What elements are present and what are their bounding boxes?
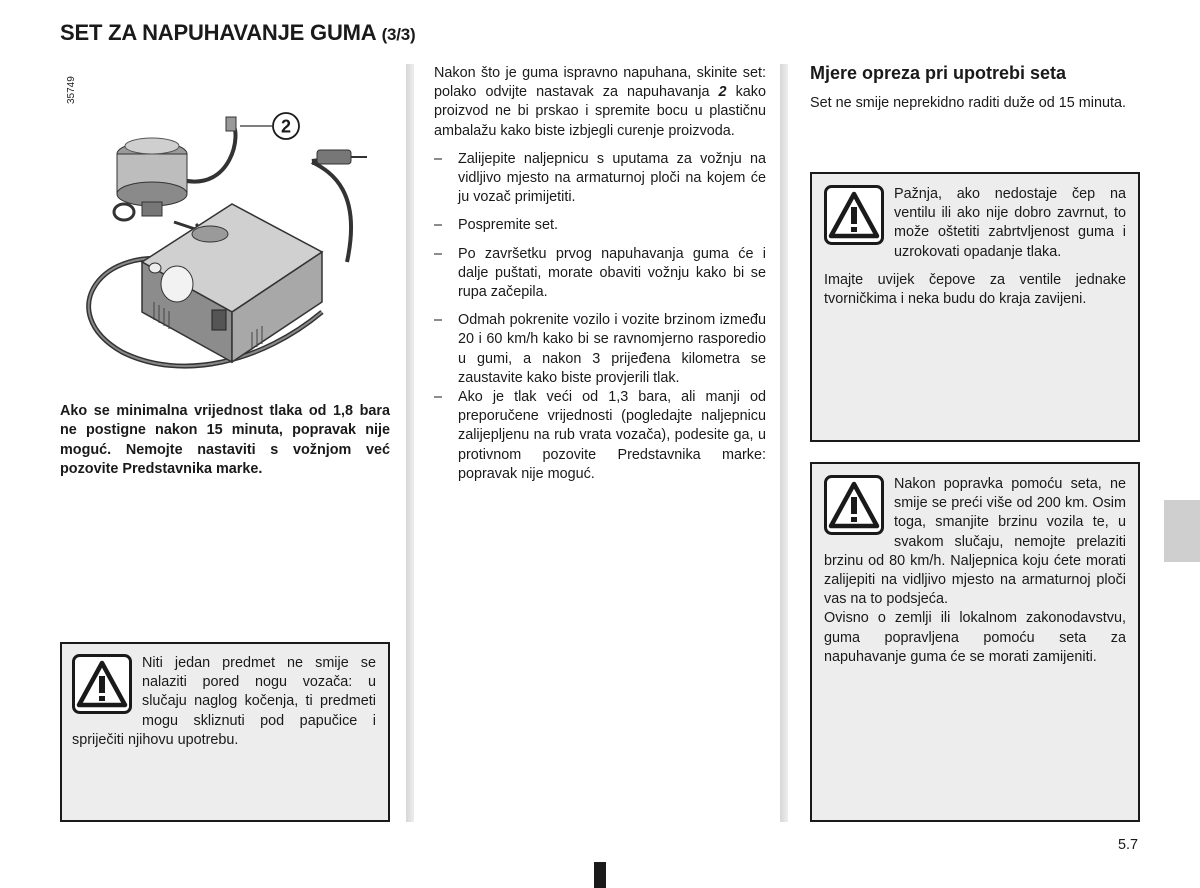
page-title: [60, 20, 416, 46]
warning-box-speed-limit: [810, 462, 1140, 822]
title-suffix: (3/3): [381, 25, 416, 44]
warning-box-pedals: [60, 642, 390, 822]
warning-triangle-icon: [824, 475, 884, 535]
list-item: – Ako je tlak veći od 1,3 bara, ali manji od preporučene vrijednosti (pogledajte naljepnicu zalijepljenu na rub vrata vozača), podesite ga, u protivnom pozovite Predstavnika marke: popravak nije moguć.: [434, 389, 766, 482]
min-pressure-notice: Ako se minimalna vrijednost tlaka od 1,8 bara ne postigne nakon 15 minuta, popravak nije moguć. Nemojte nastaviti s vožnjom već pozovite Predstavnika marke.: [60, 403, 390, 477]
middle-column: [434, 64, 766, 493]
warning-text-speed-limit: Nakon popravka pomoću seta, ne smije se preći više od 200 km. Osim toga, smanjite brzinu vozila te, u svakom slučaju, nemojte prelaziti brzinu od 80 km/h. Naljepnica koju ćete morati zalijepiti na vidljivo mjesto na armaturnoj ploči vas na to podsjeća.: [824, 476, 1126, 608]
list-item: – Zalijepite naljepnicu s uputama za vožnju na vidljivo mjesto na armaturnoj ploči na kojem će ju vozač primijetiti.: [434, 150, 766, 206]
list-dash: –: [434, 389, 443, 406]
warning-triangle-icon: [72, 654, 132, 714]
reference-2: 2: [718, 84, 727, 101]
list-dash: –: [434, 245, 443, 262]
warning-triangle-icon: [824, 185, 884, 245]
section-heading: Mjere opreza pri upotrebi seta: [810, 63, 1067, 83]
list-dash: –: [434, 217, 443, 234]
instruction-list: [434, 150, 766, 484]
print-mark: [594, 862, 606, 888]
warning-text-legislation: Ovisno o zemlji ili lokalnom zakonodavstvu, guma popravljena pomoću seta za napuhavanje guma će se morati zamijeniti.: [824, 610, 1126, 665]
title-text: SET ZA NAPUHAVANJE GUMA: [60, 20, 376, 45]
list-item: – Odmah pokrenite vozilo i vozite brzinom između 20 i 60 km/h kako bi se ravnomjerno rasporedio u gumi, a nakon 3 prijeđena kilometra se zaustavite kako biste provjerili tlak.: [434, 312, 766, 386]
column-divider-left: [406, 64, 414, 822]
compressor-figure: [62, 62, 392, 372]
page-number: 5.7: [1118, 837, 1139, 853]
callout-2: 2: [280, 116, 292, 137]
list-item: – Pospremite set.: [434, 216, 766, 235]
warning-text-pedals: Niti jedan predmet ne smije se nalaziti pored nogu vozača: u slučaju naglog kočenja, ti predmeti mogu skliznuti pod papučice i spriječiti njihovu upotrebu.: [72, 655, 376, 748]
list-dash: –: [434, 150, 443, 167]
list-dash: –: [434, 312, 443, 329]
warning-box-valve-cap: [810, 172, 1140, 442]
figure-number: 35749: [66, 76, 77, 104]
usage-limit-paragraph: Set ne smije neprekidno raditi duže od 15 minuta.: [810, 95, 1126, 111]
warning-text-valve-cap: Pažnja, ako nedostaje čep na ventilu ili ako nije dobro zavrnut, to može oštetiti zabrtvljenost guma i uzrokovati opadanje tlaka.: [894, 186, 1126, 260]
column-divider-right: [780, 64, 788, 822]
tyre-inflation-compressor-illustration: [62, 62, 392, 372]
intro-paragraph: Nakon što je guma ispravno napuhana, skinite set: polako odvijte nastavak za napuhavanja 2 kako proizvod ne bi prskao i spremite bocu u plastičnu ambalažu kako biste izbjegli curenje proizvoda.: [434, 65, 766, 139]
chapter-tab: [1164, 500, 1200, 562]
list-item: – Po završetku prvog napuhavanja guma će i dalje puštati, morate obaviti vožnju kako bi se rupa začepila.: [434, 245, 766, 301]
warning-text-valve-cap-2: Imajte uvijek čepove za ventile jednake tvorničkima i neka budu do kraja zavijeni.: [824, 271, 1126, 308]
